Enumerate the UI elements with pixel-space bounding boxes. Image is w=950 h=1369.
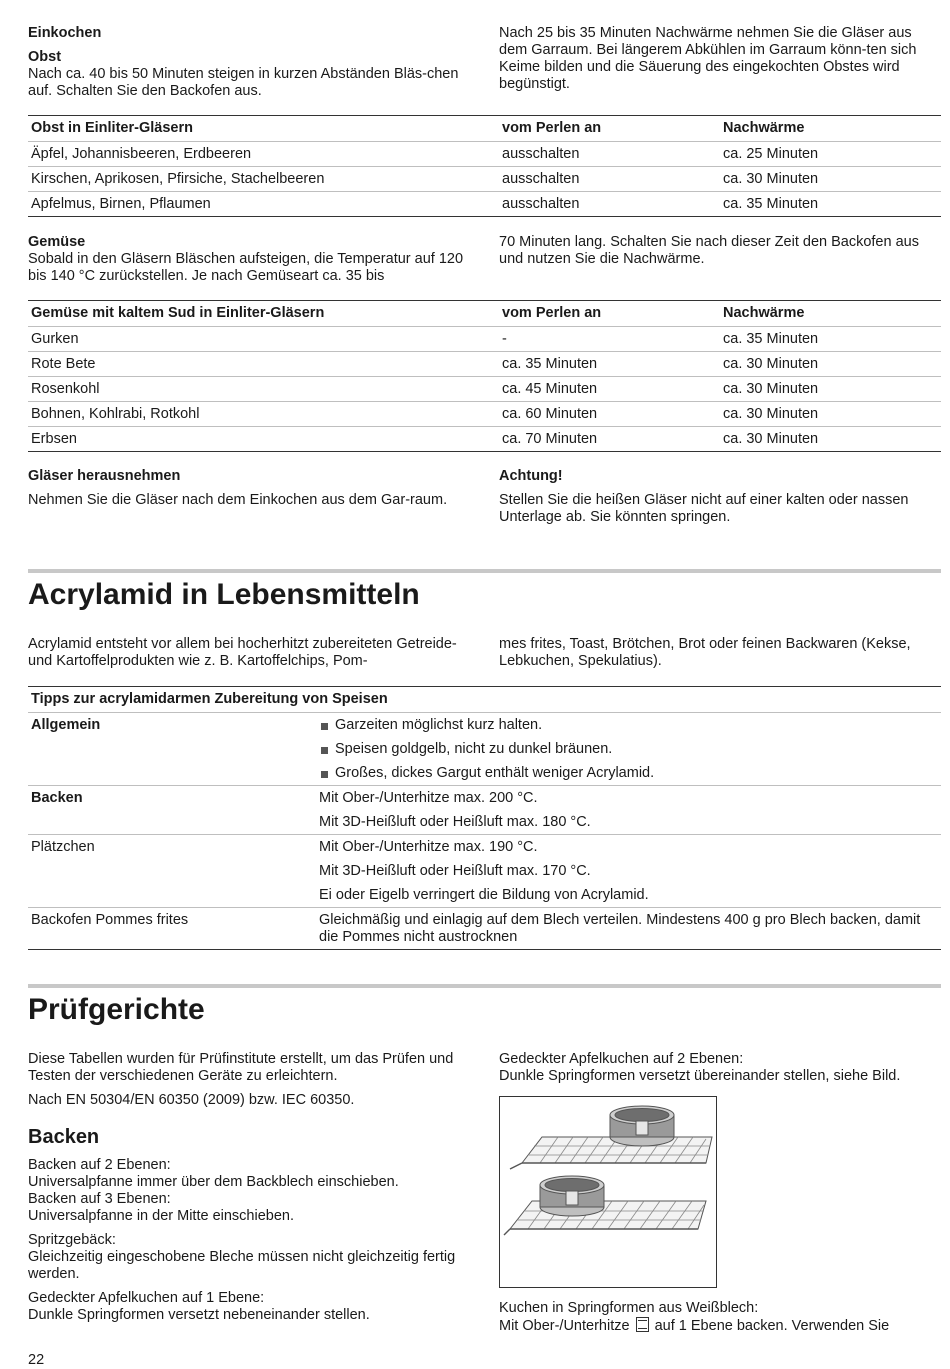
tips-content <box>316 713 941 786</box>
tips-line: Gleichmäßig und einlagig auf dem Blech verteilen. Mindestens 400 g pro Blech backen, damit die Pommes nicht austrocknen <box>319 912 921 945</box>
backen-line: Backen auf 3 Ebenen: <box>28 1191 171 1207</box>
pruef-norm: Nach EN 50304/EN 60350 (2009) bzw. IEC 60350. <box>28 1092 355 1108</box>
gemuese-table <box>28 300 941 452</box>
gemuese-heading: Gemüse <box>28 234 86 250</box>
table-row <box>28 402 941 427</box>
tips-line: Mit 3D-Heißluft oder Heißluft max. 180 °C. <box>319 814 591 830</box>
pruef-left <box>28 1051 468 1109</box>
table-cell: ca. 35 Minuten <box>720 192 941 217</box>
tips-line: Ei oder Eigelb verringert die Bildung von Acrylamid. <box>319 887 649 903</box>
table-cell: ca. 30 Minuten <box>720 167 941 192</box>
backen-line: Spritzgebäck: <box>28 1232 116 1248</box>
pruef-right-line: Dunkle Springformen versetzt übereinander stellen, siehe Bild. <box>499 1068 901 1084</box>
table-cell: ca. 35 Minuten <box>499 352 720 377</box>
warning-section <box>499 468 939 526</box>
pruef-intro: Diese Tabellen wurden für Prüfinstitute erstellt, um das Prüfen und Testen der verschiedenen Geräte zu erleichtern. <box>28 1051 454 1084</box>
glaeser-text: Nehmen Sie die Gläser nach dem Einkochen aus dem Gar-raum. <box>28 492 448 508</box>
list-item: Garzeiten möglichst kurz halten. <box>319 717 941 734</box>
table-row <box>28 786 941 835</box>
warning-text: Stellen Sie die heißen Gläser nicht auf einer kalten oder nassen Unterlage ab. Sie könnten springen. <box>499 492 909 525</box>
obst-table-header: Nachwärme <box>720 116 941 142</box>
gemuese-table-header: Nachwärme <box>720 301 941 327</box>
top-bottom-heat-icon <box>636 1317 649 1332</box>
einkochen-section <box>28 25 468 100</box>
table-cell: Gurken <box>28 327 499 352</box>
gemuese-table-header: Gemüse mit kaltem Sud in Einliter-Gläsern <box>28 301 499 327</box>
heating-mode-text: Mit Ober-/Unterhitze <box>499 1318 630 1334</box>
glaeser-heading: Gläser herausnehmen <box>28 468 181 484</box>
rack-illustration <box>500 1097 716 1287</box>
acrylamid-right <box>499 636 939 670</box>
obst-table <box>28 115 941 217</box>
table-cell: ca. 70 Minuten <box>499 427 720 452</box>
list-item: Großes, dickes Gargut enthält weniger Acrylamid. <box>319 765 941 782</box>
backen-line: Backen auf 2 Ebenen: <box>28 1157 171 1173</box>
backen-line: Dunkle Springformen versetzt nebeneinander stellen. <box>28 1307 370 1323</box>
acrylamid-left <box>28 636 468 670</box>
obst-heading: Obst <box>28 49 62 65</box>
tips-line: Mit Ober-/Unterhitze max. 200 °C. <box>319 790 538 806</box>
table-cell: Rosenkohl <box>28 377 499 402</box>
table-cell: Bohnen, Kohlrabi, Rotkohl <box>28 402 499 427</box>
table-row <box>28 167 941 192</box>
gemuese-right-text: 70 Minuten lang. Schalten Sie nach dieser Zeit den Backofen aus und nutzen Sie die Nachwärme. <box>499 234 919 267</box>
table-cell: ca. 30 Minuten <box>720 427 941 452</box>
einkochen-right-paragraph: Nach 25 bis 35 Minuten Nachwärme nehmen Sie die Gläser aus dem Garraum. Bei längerem Abkühlen im Garraum könn-ten sich Keime bilden und die Säuerung des eingekochten Obstes wird begünstigt. <box>499 25 917 92</box>
section-divider <box>28 984 941 988</box>
acrylamid-title: Acrylamid in Lebensmitteln <box>28 578 420 611</box>
table-row <box>28 327 941 352</box>
gemuese-left-text: Sobald in den Gläsern Bläschen aufsteigen, die Temperatur auf 120 bis 140 °C zurückstellen. Je nach Gemüseart ca. 35 bis <box>28 251 464 284</box>
table-row <box>28 377 941 402</box>
table-row <box>28 713 941 786</box>
table-row <box>28 142 941 167</box>
tips-content <box>316 835 941 908</box>
einkochen-right-text <box>499 25 939 93</box>
table-cell: ca. 30 Minuten <box>720 352 941 377</box>
tips-line: Mit Ober-/Unterhitze max. 190 °C. <box>319 839 538 855</box>
table-row <box>28 908 941 950</box>
table-cell: ausschalten <box>499 142 720 167</box>
pruef-right-line: Gedeckter Apfelkuchen auf 2 Ebenen: <box>499 1051 744 1067</box>
pruef-title: Prüfgerichte <box>28 993 205 1026</box>
table-cell: ausschalten <box>499 167 720 192</box>
acrylamid-left-text: Acrylamid entsteht vor allem bei hocherhitzt zubereiteten Getreide- und Kartoffelprodukten wie z. B. Kartoffelchips, Pom- <box>28 636 457 669</box>
table-cell: ca. 25 Minuten <box>720 142 941 167</box>
tips-content <box>316 908 941 950</box>
table-row <box>28 352 941 377</box>
table-cell: ausschalten <box>499 192 720 217</box>
table-cell: ca. 30 Minuten <box>720 402 941 427</box>
list-item: Speisen goldgelb, nicht zu dunkel bräunen. <box>319 741 941 758</box>
glaeser-section <box>28 468 468 509</box>
table-cell: ca. 35 Minuten <box>720 327 941 352</box>
acrylamid-tips-table <box>28 686 941 950</box>
backen-text <box>28 1157 468 1324</box>
table-cell: ca. 60 Minuten <box>499 402 720 427</box>
table-cell: - <box>499 327 720 352</box>
obst-text: Nach ca. 40 bis 50 Minuten steigen in kurzen Abständen Bläs-chen auf. Schalten Sie den Backofen aus. <box>28 66 459 99</box>
pruef-right-line: Kuchen in Springformen aus Weißblech: <box>499 1300 759 1316</box>
tips-label: Plätzchen <box>28 835 316 908</box>
table-cell: ca. 30 Minuten <box>720 377 941 402</box>
table-cell: ca. 45 Minuten <box>499 377 720 402</box>
pruef-right-bottom <box>499 1300 944 1335</box>
einkochen-heading: Einkochen <box>28 25 102 41</box>
backen-line: Gleichzeitig eingeschobene Bleche müssen nicht gleichzeitig fertig werden. <box>28 1249 456 1282</box>
backen-line: Gedeckter Apfelkuchen auf 1 Ebene: <box>28 1290 265 1306</box>
table-cell: Kirschen, Aprikosen, Pfirsiche, Stachelbeeren <box>28 167 499 192</box>
backen-line: Universalpfanne immer über dem Backblech einschieben. <box>28 1174 399 1190</box>
obst-table-header: vom Perlen an <box>499 116 720 142</box>
table-row <box>28 192 941 217</box>
table-cell: Erbsen <box>28 427 499 452</box>
warning-heading: Achtung! <box>499 468 563 484</box>
page-number: 22 <box>28 1352 45 1368</box>
heating-mode-text-end: auf 1 Ebene backen. Verwenden Sie <box>654 1318 890 1334</box>
gemuese-table-header: vom Perlen an <box>499 301 720 327</box>
gemuese-section <box>28 234 468 285</box>
backen-line: Universalpfanne in der Mitte einschieben. <box>28 1208 294 1224</box>
tips-label: Backen <box>28 786 316 835</box>
pruef-right-line <box>499 1317 944 1335</box>
table-cell: Apfelmus, Birnen, Pflaumen <box>28 192 499 217</box>
tips-label: Backofen Pommes frites <box>28 908 316 950</box>
table-row <box>28 835 941 908</box>
tips-table-header: Tipps zur acrylamidarmen Zubereitung von Speisen <box>28 687 941 713</box>
tips-content <box>316 786 941 835</box>
gemuese-right <box>499 234 939 268</box>
tips-line: Mit 3D-Heißluft oder Heißluft max. 170 °C. <box>319 863 591 879</box>
table-cell: Äpfel, Johannisbeeren, Erdbeeren <box>28 142 499 167</box>
obst-table-header: Obst in Einliter-Gläsern <box>28 116 499 142</box>
table-cell: Rote Bete <box>28 352 499 377</box>
springform-racks-figure <box>499 1096 717 1288</box>
pruef-right <box>499 1051 939 1085</box>
tips-label: Allgemein <box>28 713 316 786</box>
table-row <box>28 427 941 452</box>
acrylamid-right-text: mes frites, Toast, Brötchen, Brot oder feinen Backwaren (Kekse, Lebkuchen, Spekulatius). <box>499 636 911 669</box>
backen-heading: Backen <box>28 1126 100 1148</box>
section-divider <box>28 569 941 573</box>
